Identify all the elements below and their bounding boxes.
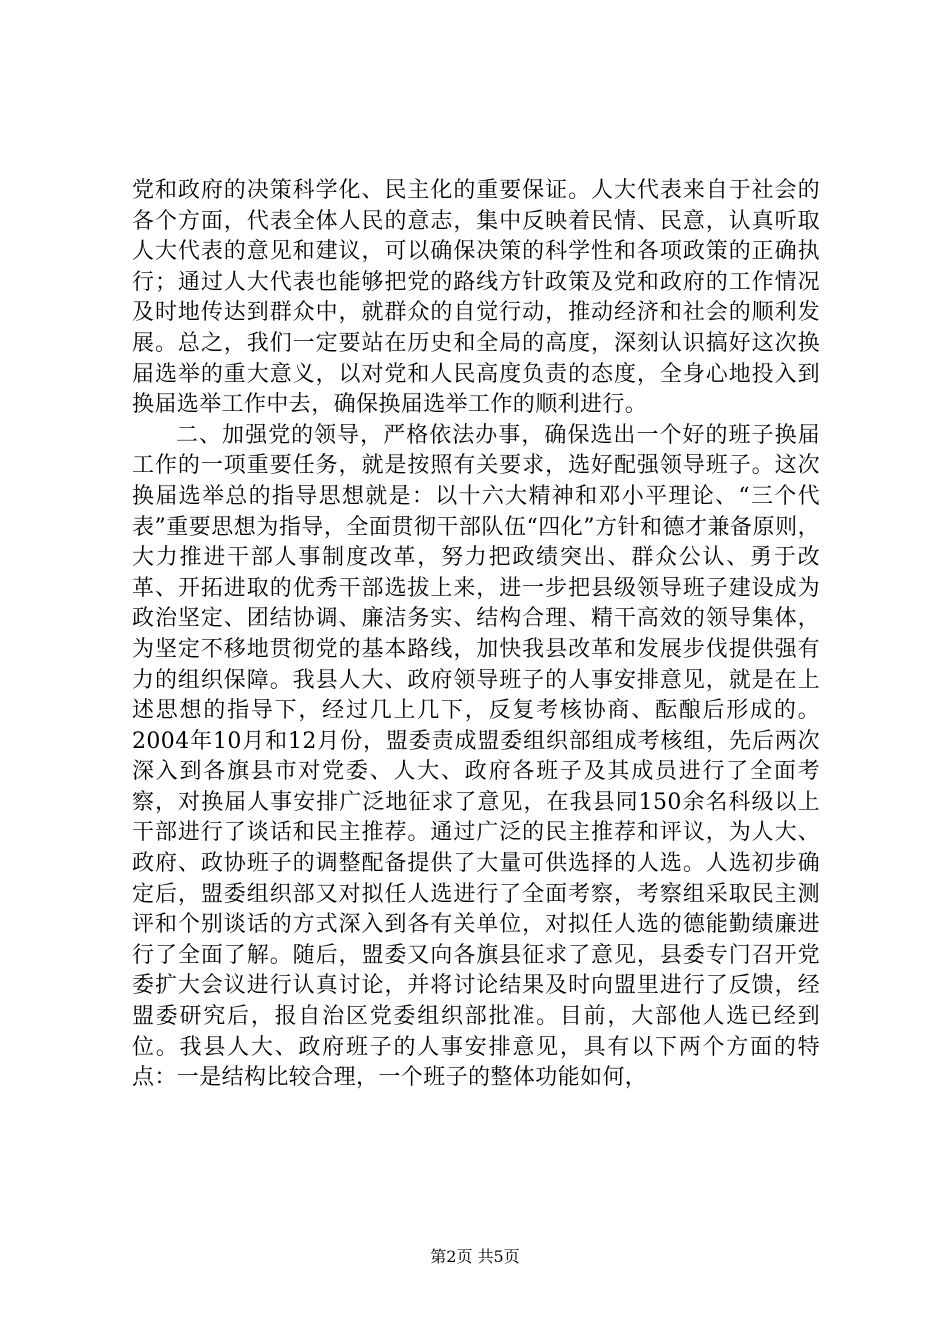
paragraph-2: 二、加强党的领导，严格依法办事，确保选出一个好的班子换届工作的一项重要任务，就是按照有关要求，选好配强领导班子。这次换届选举总的指导思想就是：以十六大精神和邓小平理论、“三个代表”重要思想为指导，全面贯彻干部队伍“四化”方针和德才兼备原则，大力推进干部人事制度改革，努力把政绩突出、群众公认、勇于改革、开拓进取的优秀干部选拔上来，进一步把县级领导班子建设成为政治坚定、团结协调、廉洁务实、结构合理、精干高效的领导集体，为坚定不移地贯彻党的基本路线，加快我县改革和发展步伐提供强有力的组织保障。我县人大、政府领导班子的人事安排意见，就是在上述思想的指导下，经过几上几下，反复考核协商、酝酿后形成的。2004年10月和12月份，盟委责成盟委组织部组成考核组，先后两次深入到各旗县市对党委、人大、政府各班子及其成员进行了全面考察，对换届人事安排广泛地征求了意见，在我县同150余名科级以上干部进行了谈话和民主推荐。通过广泛的民主推荐和评议，为人大、政府、政协班子的调整配备提供了大量可供选择的人选。人选初步确定后，盟委组织部又对拟任人选进行了全面考察，考察组采取民主测评和个别谈话的方式深入到各有关单位，对拟任人选的德能勤绩廉进行了全面了解。随后，盟委又向各旗县征求了意见，县委专门召开党委扩大会议进行认真讨论，并将讨论结果及时向盟里进行了反馈，经盟委研究后，报自治区党委组织部批准。目前，大部他人选已经到位。我县人大、政府班子的人事安排意见，具有以下两个方面的特点：一是结构比较合理，一个班子的整体功能如何， — [132, 422, 820, 1091]
paragraph-1: 党和政府的决策科学化、民主化的重要保证。人大代表来自于社会的各个方面，代表全体人民的意志，集中反映着民情、民意，认真听取人大代表的意见和建议，可以确保决策的科学性和各项政策的正确执行；通过人大代表也能够把党的路线方针政策及党和政府的工作情况及时地传达到群众中，就群众的自觉行动，推动经济和社会的顺利发展。总之，我们一定要站在历史和全局的高度，深刻认识搞好这次换届选举的重大意义，以对党和人民高度负责的态度，全身心地投入到换届选举工作中去，确保换届选举工作的顺利进行。 — [132, 178, 820, 418]
page-footer: 第2页 共5页 — [430, 1247, 520, 1266]
document-body — [132, 176, 820, 1094]
